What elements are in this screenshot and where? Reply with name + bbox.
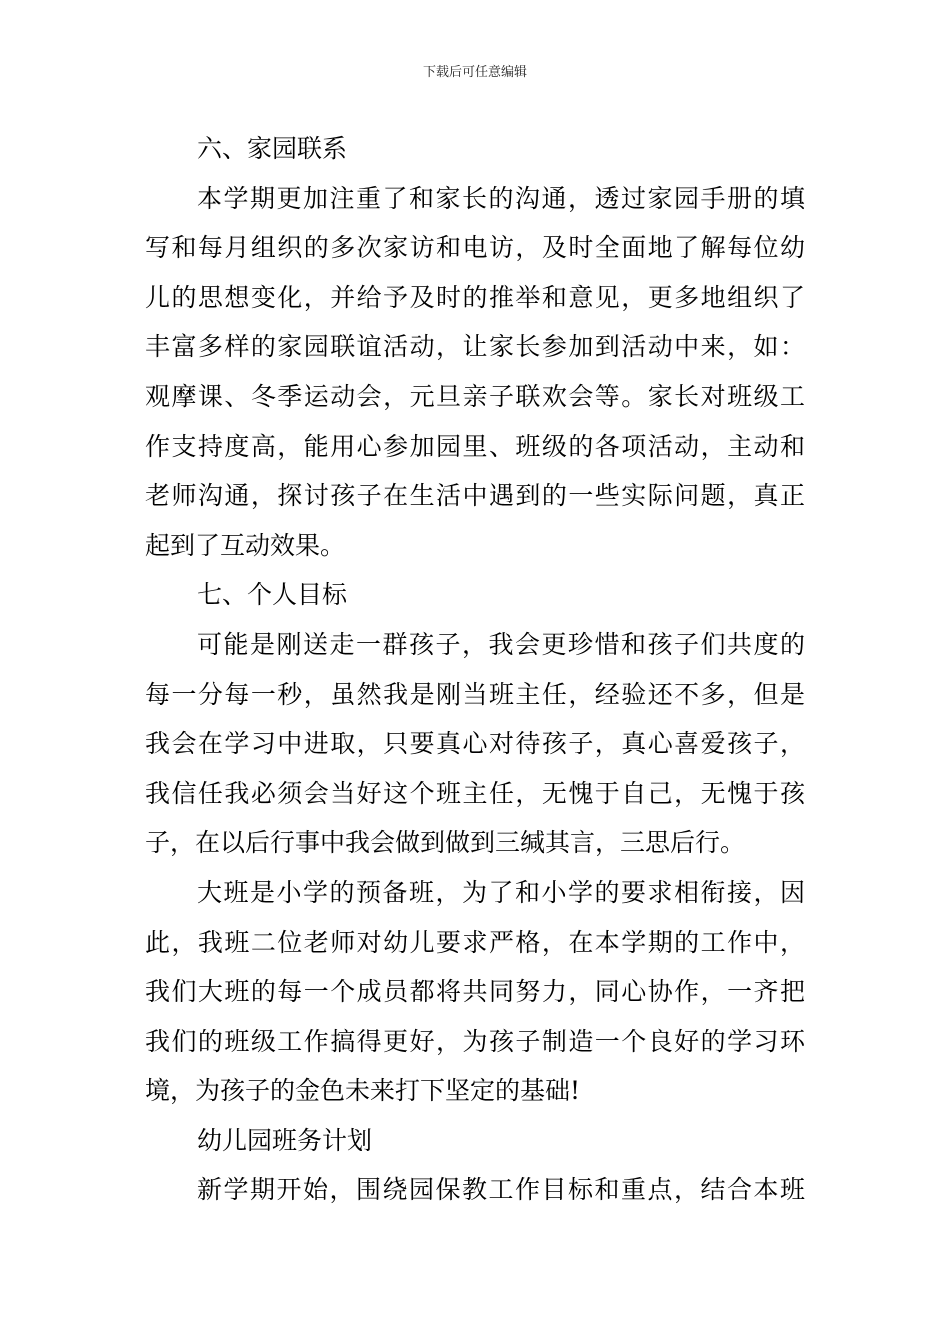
text-line: 我们的班级工作搞得更好，为孩子制造一个良好的学习环 bbox=[145, 1026, 805, 1056]
text-line: 起到了互动效果。 bbox=[145, 530, 346, 560]
text-line: 子，在以后行事中我会做到做到三缄其言，三思后行。 bbox=[145, 828, 746, 858]
text-line: 境，为孩子的金色未来打下坚定的基础! bbox=[145, 1076, 581, 1106]
text-line: 我们大班的每一个成员都将共同努力，同心协作，一齐把 bbox=[145, 977, 805, 1007]
text-line: 本学期更加注重了和家长的沟通，透过家园手册的填 bbox=[197, 183, 805, 213]
text-line: 老师沟通，探讨孩子在生活中遇到的一些实际问题，真正 bbox=[145, 481, 805, 511]
text-line: 每一分每一秒，虽然我是刚当班主任，经验还不多，但是 bbox=[145, 679, 805, 709]
text-line: 我信任我必须会当好这个班主任，无愧于自己，无愧于孩 bbox=[145, 778, 805, 808]
text-line: 可能是刚送走一群孩子，我会更珍惜和孩子们共度的 bbox=[197, 629, 805, 659]
text-line: 七、个人目标 bbox=[197, 580, 348, 610]
document-body bbox=[145, 124, 805, 1215]
text-line: 丰富多样的家园联谊活动，让家长参加到活动中来，如： bbox=[145, 332, 805, 362]
text-line: 我会在学习中进取，只要真心对待孩子，真心喜爱孩子， bbox=[145, 729, 805, 759]
text-line: 写和每月组织的多次家访和电访，及时全面地了解每位幼 bbox=[145, 233, 805, 263]
text-line: 作支持度高，能用心参加园里、班级的各项活动，主动和 bbox=[145, 431, 805, 461]
text-line: 儿的思想变化，并给予及时的推举和意见，更多地组织了 bbox=[145, 282, 805, 312]
text-line: 六、家园联系 bbox=[197, 134, 348, 163]
text-line: 此，我班二位老师对幼儿要求严格，在本学期的工作中， bbox=[145, 927, 805, 957]
text-line: 幼儿园班务计划 bbox=[197, 1125, 373, 1155]
text-line: 新学期开始，围绕园保教工作目标和重点，结合本班 bbox=[197, 1175, 805, 1205]
page-header: 下载后可任意编辑 bbox=[422, 65, 527, 80]
text-line: 大班是小学的预备班，为了和小学的要求相衔接，因 bbox=[197, 877, 805, 907]
text-line: 观摩课、冬季运动会，元旦亲子联欢会等。家长对班级工 bbox=[145, 381, 805, 411]
